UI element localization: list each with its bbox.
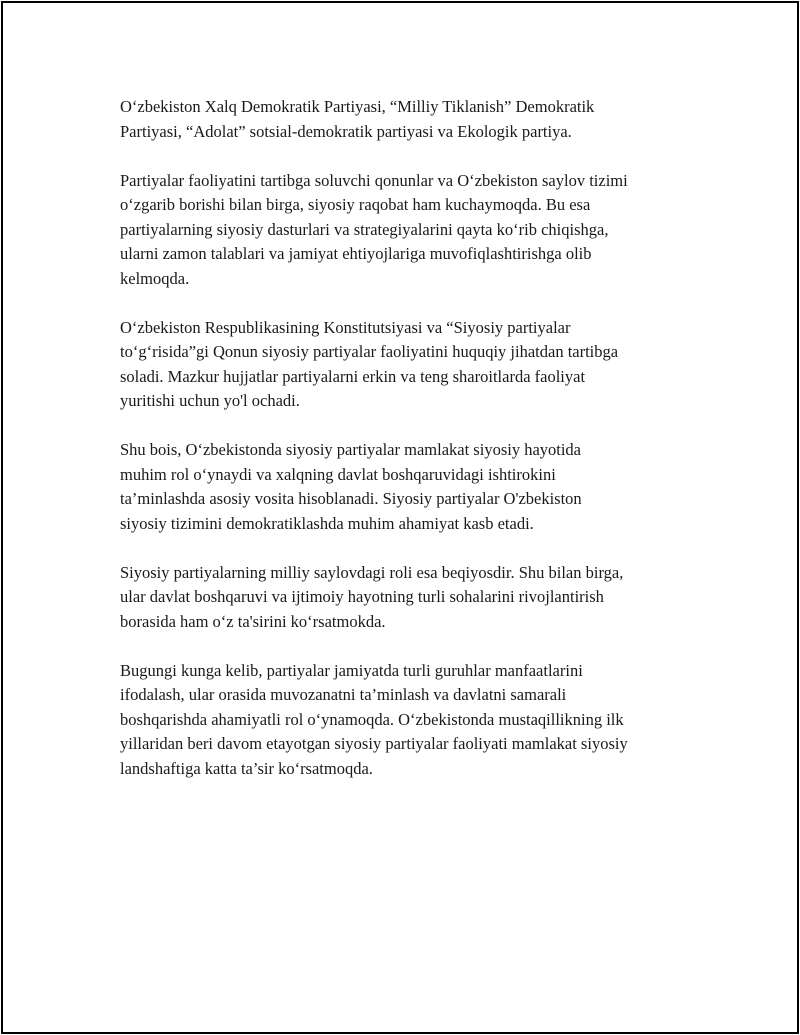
paragraph-line: ta’minlashda asosiy vosita hisoblanadi. Siyosiy partiyalar O'zbekiston [120,489,582,508]
paragraph-line: O‘zbekiston Xalq Demokratik Partiyasi, “Milliy Tiklanish” Demokratik [120,97,595,116]
paragraph-line: Partiyasi, “Adolat” sotsial-demokratik partiyasi va Ekologik partiya. [120,121,572,141]
paragraph-line: to‘g‘risida”gi Qonun siyosiy partiyalar faoliyatini huquqiy jihatdan tartibga [120,342,619,361]
paragraph-line: yillaridan beri davom etayotgan siyosiy partiyalar faoliyati mamlakat siyosiy [120,734,628,753]
paragraph-line: partiyalarning siyosiy dasturlari va strategiyalarini qayta ko‘rib chiqishga, [120,219,609,239]
paragraph-6 [120,659,695,782]
paragraph-4 [120,438,695,536]
paragraph-1 [120,95,695,144]
paragraph-line: soladi. Mazkur hujjatlar partiyalarni erkin va teng sharoitlarda faoliyat [120,366,586,386]
page-frame [1,1,799,1034]
paragraph-line: Bugungi kunga kelib, partiyalar jamiyatda turli guruhlar manfaatlarini [120,660,583,680]
paragraph-line: O‘zbekiston Respublikasining Konstitutsiyasi va “Siyosiy partiyalar [120,317,571,337]
paragraph-line: boshqarishda ahamiyatli rol o‘ynamoqda. O‘zbekistonda mustaqillikning ilk [120,709,624,729]
paragraph-line: Siyosiy partiyalarning milliy saylovdagi roli esa beqiyosdir. Shu bilan birga, [120,562,624,582]
paragraph-line: yuritishi uchun yo'l ochadi. [120,391,300,410]
paragraph-line: landshaftiga katta ta’sir ko‘rsatmoqda. [120,758,373,778]
paragraph-2 [120,169,695,292]
paragraph-line: muhim rol o‘ynaydi va xalqning davlat boshqaruvidagi ishtirokini [120,464,556,484]
paragraph-line: kelmoqda. [120,268,190,288]
paragraph-line: siyosiy tizimini demokratiklashda muhim ahamiyat kasb etadi. [120,513,534,533]
paragraph-line: ular davlat boshqaruvi va ijtimoiy hayotning turli sohalarini rivojlantirish [120,587,604,606]
paragraph-line: borasida ham o‘z ta'sirini ko‘rsatmokda. [120,611,386,631]
document-body [120,95,695,806]
paragraph-5 [120,561,695,635]
paragraph-line: ularni zamon talablari va jamiyat ehtiyojlariga muvofiqlashtirishga olib [120,244,592,263]
paragraph-line: Partiyalar faoliyatini tartibga soluvchi qonunlar va O‘zbekiston saylov tizimi [120,170,628,190]
paragraph-line: o‘zgarib borishi bilan birga, siyosiy raqobat ham kuchaymoqda. Bu esa [120,195,591,214]
paragraph-line: Shu bois, O‘zbekistonda siyosiy partiyalar mamlakat siyosiy hayotida [120,440,582,459]
paragraph-line: ifodalash, ular orasida muvozanatni ta’minlash va davlatni samarali [120,685,567,704]
paragraph-3 [120,316,695,414]
